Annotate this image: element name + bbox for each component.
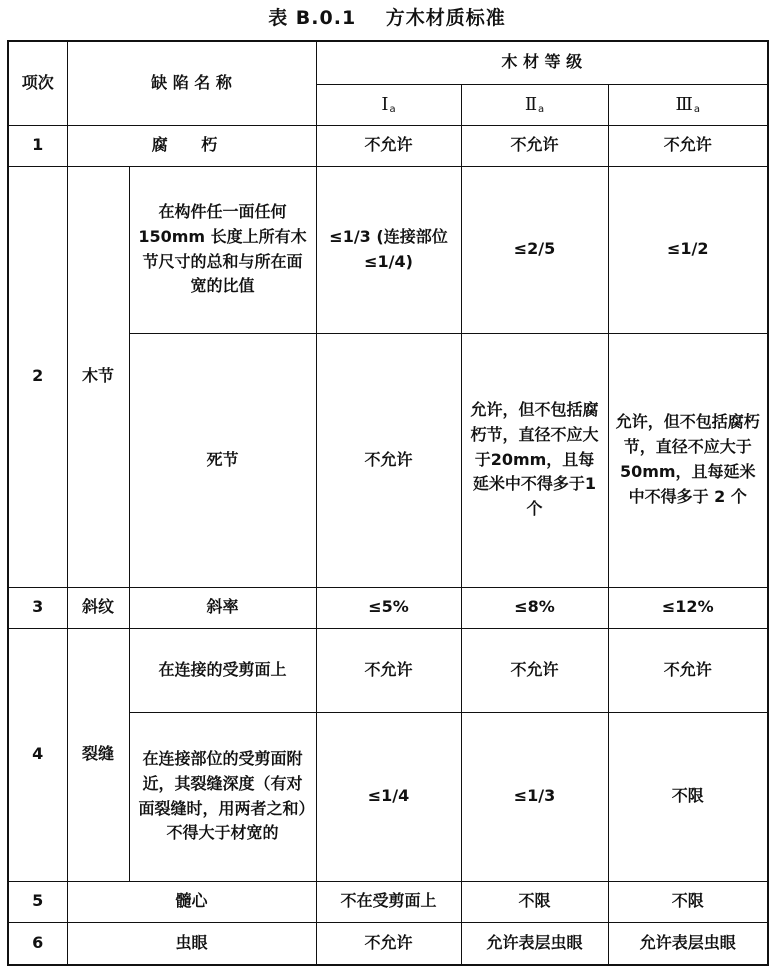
row-6-g3: 允许表层虫眼 [608,922,768,965]
row-5-index: 5 [8,881,67,922]
row-4-category: 裂缝 [67,628,129,881]
row-2b-name: 死节 [129,333,316,587]
row-6-name: 虫眼 [67,922,316,965]
grade-1-main: Ⅰ [381,93,389,115]
table-row [8,881,768,922]
row-2b-g1: 不允许 [316,333,461,587]
header-grade-group: 木 材 等 级 [316,41,768,84]
row-3-category: 斜纹 [67,587,129,628]
row-4b-g1: ≤1/4 [316,712,461,881]
row-2a-name: 在构件任一面任何 150mm 长度上所有木节尺寸的总和与所在面宽的比值 [129,166,316,333]
row-5-g3: 不限 [608,881,768,922]
table-title [0,4,774,32]
row-4a-g2: 不允许 [461,628,608,712]
table-row [8,125,768,166]
header-grade-3 [608,84,768,125]
row-4b-name: 在连接部位的受剪面附近，其裂缝深度（有对面裂缝时，用两者之和）不得大于材宽的 [129,712,316,881]
table-title-text: 方木材质标准 [385,7,506,29]
row-4-index: 4 [8,628,67,881]
row-2b-g3: 允许，但不包括腐朽节，直径不应大于 50mm，且每延米中不得多于 2 个 [608,333,768,587]
grade-2-sub: a [538,103,545,115]
grade-2-main: Ⅱ [524,93,538,115]
row-6-g1: 不允许 [316,922,461,965]
row-4a-g3: 不允许 [608,628,768,712]
grade-3-main: Ⅲ [675,93,693,115]
row-2b-g2: 允许，但不包括腐朽节，直径不应大于20mm，且每延米中不得多于1个 [461,333,608,587]
row-4a-g1: 不允许 [316,628,461,712]
row-5-g1: 不在受剪面上 [316,881,461,922]
table-row [8,922,768,965]
row-1-g3: 不允许 [608,125,768,166]
header-defect: 缺 陷 名 称 [67,41,316,125]
row-4b-g2: ≤1/3 [461,712,608,881]
row-6-index: 6 [8,922,67,965]
grade-1-sub: a [389,103,396,115]
header-index: 项次 [8,41,67,125]
wood-quality-table [7,40,769,966]
table-row [8,628,768,712]
header-grade-1 [316,84,461,125]
table-row [8,166,768,333]
row-5-g2: 不限 [461,881,608,922]
table-row [8,587,768,628]
row-1-name: 腐 朽 [67,125,316,166]
row-2a-g1: ≤1/3 (连接部位 ≤1/4) [316,166,461,333]
row-1-g2: 不允许 [461,125,608,166]
row-5-name: 髓心 [67,881,316,922]
row-2a-g2: ≤2/5 [461,166,608,333]
row-1-index: 1 [8,125,67,166]
row-3-g1: ≤5% [316,587,461,628]
row-3-name: 斜率 [129,587,316,628]
row-1-g1: 不允许 [316,125,461,166]
row-2-index: 2 [8,166,67,587]
row-3-g2: ≤8% [461,587,608,628]
table-code: 表 B.0.1 [268,7,357,29]
row-2-category: 木节 [67,166,129,587]
row-3-index: 3 [8,587,67,628]
header-grade-2 [461,84,608,125]
row-6-g2: 允许表层虫眼 [461,922,608,965]
row-4b-g3: 不限 [608,712,768,881]
row-3-g3: ≤12% [608,587,768,628]
row-4a-name: 在连接的受剪面上 [129,628,316,712]
header-row-1 [8,41,768,84]
row-2a-g3: ≤1/2 [608,166,768,333]
grade-3-sub: a [693,103,700,115]
